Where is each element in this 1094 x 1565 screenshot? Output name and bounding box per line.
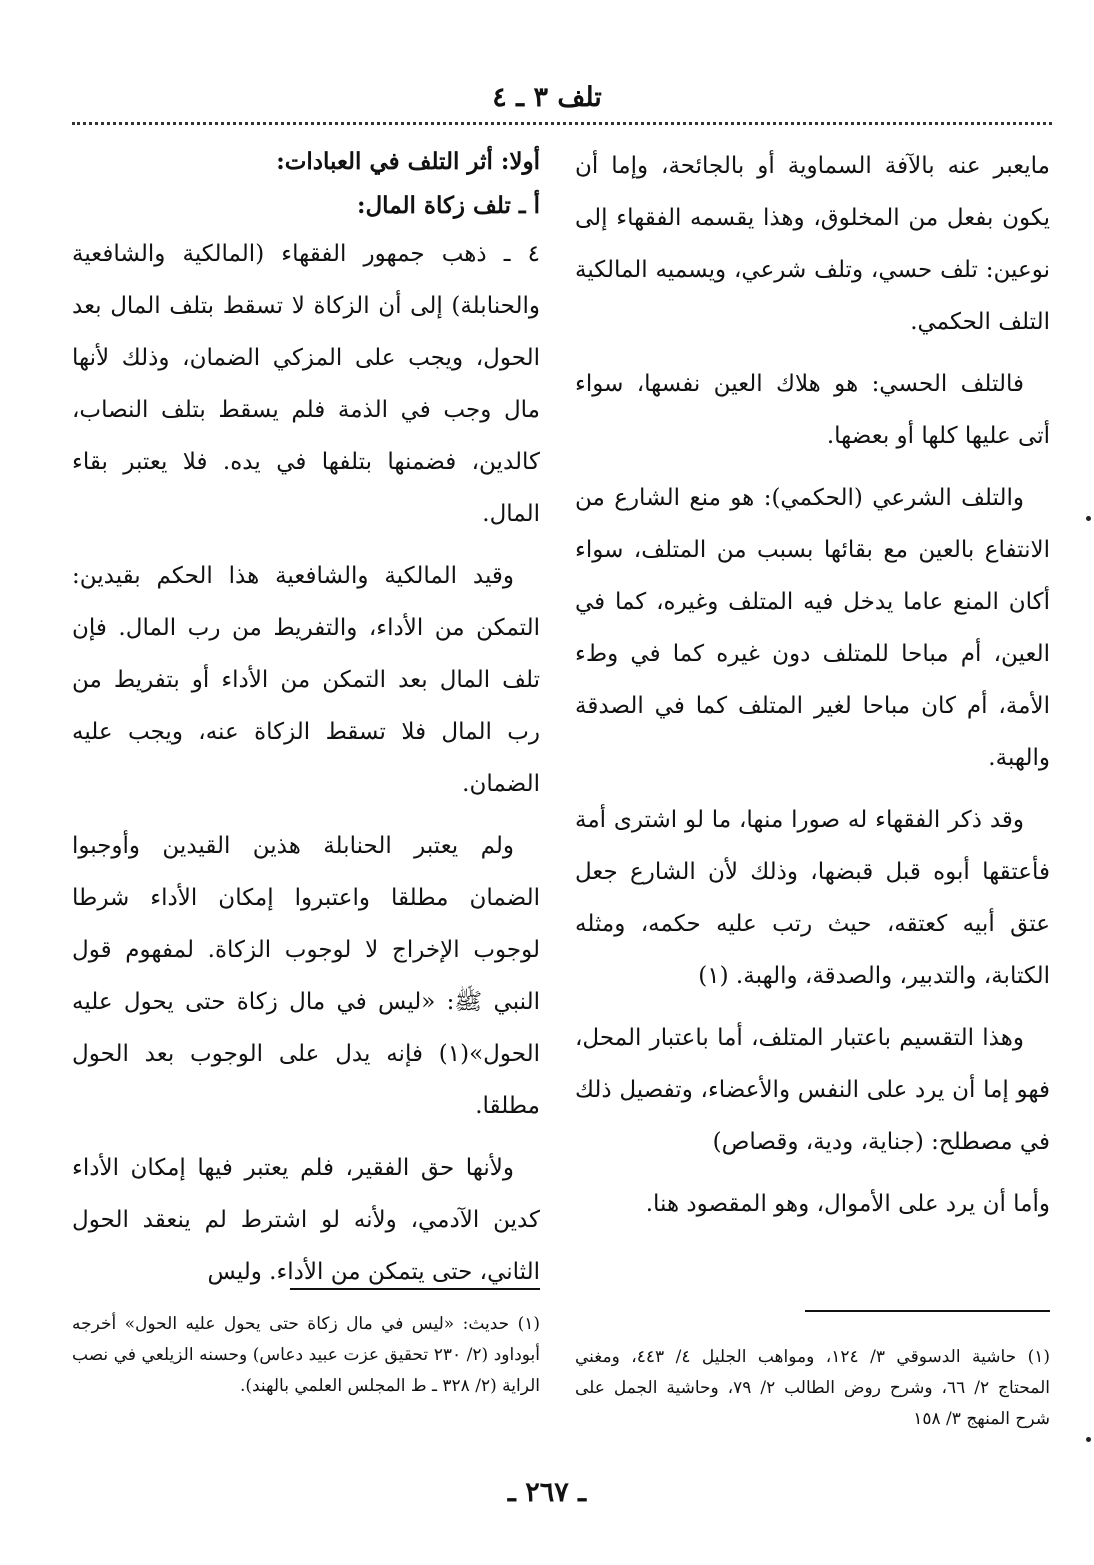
left-paragraph-4: ولأنها حق الفقير، فلم يعتبر فيها إمكان الأداء كدين الآدمي، ولأنه لو اشترط لم ينعقد الحول الثاني، حتى يتمكن من الأداء. وليس bbox=[72, 1155, 540, 1285]
running-header: تلف ٣ ـ ٤ bbox=[492, 82, 602, 113]
scan-edge-mark bbox=[1086, 1437, 1091, 1442]
right-footnote-rule bbox=[805, 1310, 1050, 1312]
scan-edge-mark bbox=[1086, 516, 1091, 521]
left-paragraph-2: وقيد المالكية والشافعية هذا الحكم بقيدين: التمكن من الأداء، والتفريط من رب المال. فإن تلف المال بعد التمكن من الأداء أو بتفريط من رب المال فلا تسقط الزكاة عنه، ويجب عليه الضمان. bbox=[72, 563, 540, 797]
right-paragraph-5: وهذا التقسيم باعتبار المتلف، أما باعتبار المحل، فهو إما أن يرد على النفس والأعضاء، وتفصيل ذلك في مصطلح: (جناية، ودية، وقصاص) bbox=[575, 1025, 1050, 1155]
right-paragraph-6: وأما أن يرد على الأموال، وهو المقصود هنا. bbox=[645, 1191, 1050, 1217]
right-paragraph-3: والتلف الشرعي (الحكمي): هو منع الشارع من الانتفاع بالعين مع بقائها بسبب من المتلف، سواء أكان المنع عاما يدخل فيه المتلف وغيره، كما في العين، أم مباحا للمتلف دون غيره كما في وطء الأمة، أم كان مباحا لغير المتلف كما في الصدقة والهبة. bbox=[575, 485, 1050, 771]
left-paragraph-3: ولم يعتبر الحنابلة هذين القيدين وأوجبوا الضمان مطلقا واعتبروا إمكان الأداء شرطا لوجوب الإخراج لا لوجوب الزكاة. لمفهوم قول النبي ﷺ: «ليس في مال زكاة حتى يحول عليه الحول»(١) فإنه يدل على الوجوب بعد الحول مطلقا. bbox=[72, 833, 540, 1119]
subsection-heading: أ ـ تلف زكاة المال: bbox=[356, 192, 540, 219]
right-column bbox=[575, 140, 1050, 1240]
header-dotted-rule bbox=[72, 122, 1052, 125]
right-paragraph-4: وقد ذكر الفقهاء له صورا منها، ما لو اشترى أمة فأعتقها أبوه قبل قبضها، وذلك لأن الشارع جعل عتق أبيه كعتقه، حيث رتب عليه حكمه، ومثله الكتابة، والتدبير، والصدقة، والهبة. (١) bbox=[575, 807, 1050, 989]
left-column bbox=[72, 140, 540, 1308]
page-number: ـ ٢٦٧ ـ bbox=[507, 1477, 587, 1508]
right-footnote: (١) حاشية الدسوقي ٣/ ١٢٤، ومواهب الجليل ٤/ ٤٤٣، ومغني المحتاج ٢/ ٦٦، وشرح روض الطالب ٢/ ٧٩، وحاشية الجمل على شرح المنهج ٣/ ١٥٨ bbox=[575, 1347, 1051, 1429]
left-footnote-rule bbox=[290, 1288, 540, 1290]
section-heading: أولا: أثر التلف في العبادات: bbox=[276, 148, 540, 175]
right-paragraph-1: مايعبر عنه بالآفة السماوية أو بالجائحة، وإما أن يكون بفعل من المخلوق، وهذا يقسمه الفقهاء إلى نوعين: تلف حسي، وتلف شرعي، ويسميه المالكية التلف الحكمي. bbox=[575, 153, 1050, 335]
left-paragraph-1: ٤ ـ ذهب جمهور الفقهاء (المالكية والشافعية والحنابلة) إلى أن الزكاة لا تسقط بتلف المال بعد الحول، ويجب على المزكي الضمان، وذلك لأنها مال وجب في الذمة فلم يسقط بتلف النصاب، كالدين، فضمنها بتلفها في يده. فلا يعتبر بقاء المال. bbox=[72, 241, 540, 527]
right-paragraph-2: فالتلف الحسي: هو هلاك العين نفسها، سواء أتى عليها كلها أو بعضها. bbox=[575, 371, 1050, 449]
left-footnote: (١) حديث: «ليس في مال زكاة حتى يحول عليه الحول» أخرجه أبوداود (٢/ ٢٣٠ تحقيق عزت عبيد دعاس) وحسنه الزيلعي في نصب الراية (٢/ ٣٢٨ ـ ط المجلس العلمي بالهند). bbox=[72, 1314, 540, 1396]
